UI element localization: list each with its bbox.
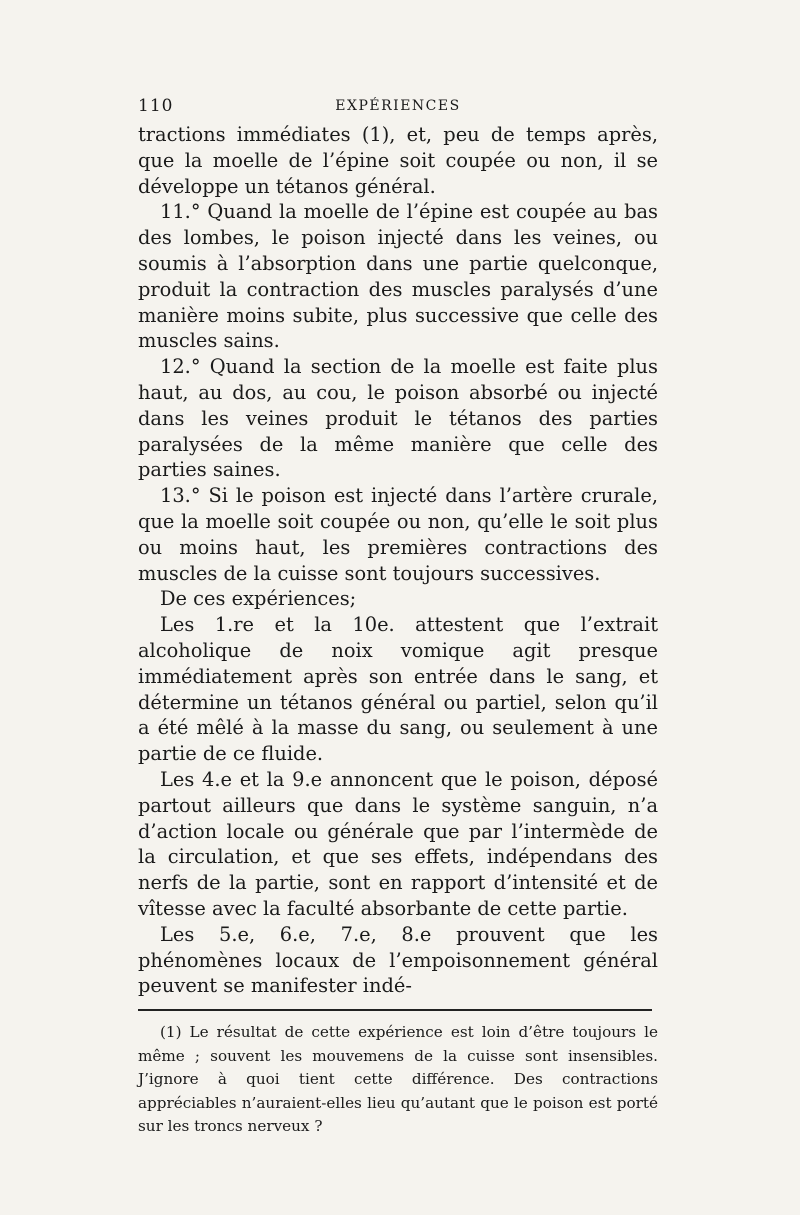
paragraph-item-12: 12.° Quand la section de la moelle est faite plus haut, au dos, au cou, le poison absorbé ou injecté dans les veines produit le tétanos des parties paralysées de la même manière que celle des parties saines. — [138, 355, 658, 482]
page-number: 110 — [138, 96, 174, 116]
paragraph-conclusion-2: Les 4.e et la 9.e annoncent que le poison, déposé partout ailleurs que dans le système sanguin, n’a d’action locale ou générale que par l’intermède de la circulation, et que ses effets, indépendans des nerfs de la partie, sont en rapport d’intensité et de vîtesse avec la faculté absorbante de cette partie. — [138, 767, 658, 920]
paragraph-intro-conclusions: De ces expériences; — [160, 587, 357, 611]
paragraph-conclusion-3: Les 5.e, 6.e, 7.e, 8.e prouvent que les phénomènes locaux de l’empoisonnement général peuvent se manifester indé- — [138, 922, 658, 998]
paragraph-item-11: 11.° Quand la moelle de l’épine est coupée au bas des lombes, le poison injecté dans les veines, ou soumis à l’absorption dans une partie quelconque, produit la contraction des muscles paralysés d’une manière moins subite, plus successive que celle des muscles sains. — [138, 200, 658, 353]
paragraph-conclusion-1: Les 1.re et la 10e. attestent que l’extrait alcoholique de noix vomique agit presque immédiatement après son entrée dans le sang, et détermine un tétanos général ou partiel, selon qu’il a été mêlé à la masse du sang, ou seulement à une partie de ce fluide. — [138, 613, 658, 766]
running-title: EXPÉRIENCES — [335, 98, 461, 114]
footnote-divider — [138, 1009, 652, 1011]
book-page — [138, 96, 658, 1139]
running-head — [138, 96, 658, 122]
paragraph-item-13: 13.° Si le poison est injecté dans l’artère crurale, que la moelle soit coupée ou non, qu’elle le soit plus ou moins haut, les premières contractions des muscles de la cuisse sont toujours successives. — [138, 484, 658, 585]
body-text — [138, 122, 658, 999]
paragraph-continuation: tractions immédiates (1), et, peu de temps après, que la moelle de l’épine soit coupée ou non, il se développe un tétanos général. — [138, 123, 658, 198]
footnote: (1) Le résultat de cette expérience est loin d’être toujours le même ; souvent les mouvemens de la cuisse sont insensibles. J’ignore à quoi tient cette différence. Des contractions appréciables n’auraient-elles lieu qu’autant que le poison est porté sur les troncs nerveux ? — [138, 1023, 658, 1136]
